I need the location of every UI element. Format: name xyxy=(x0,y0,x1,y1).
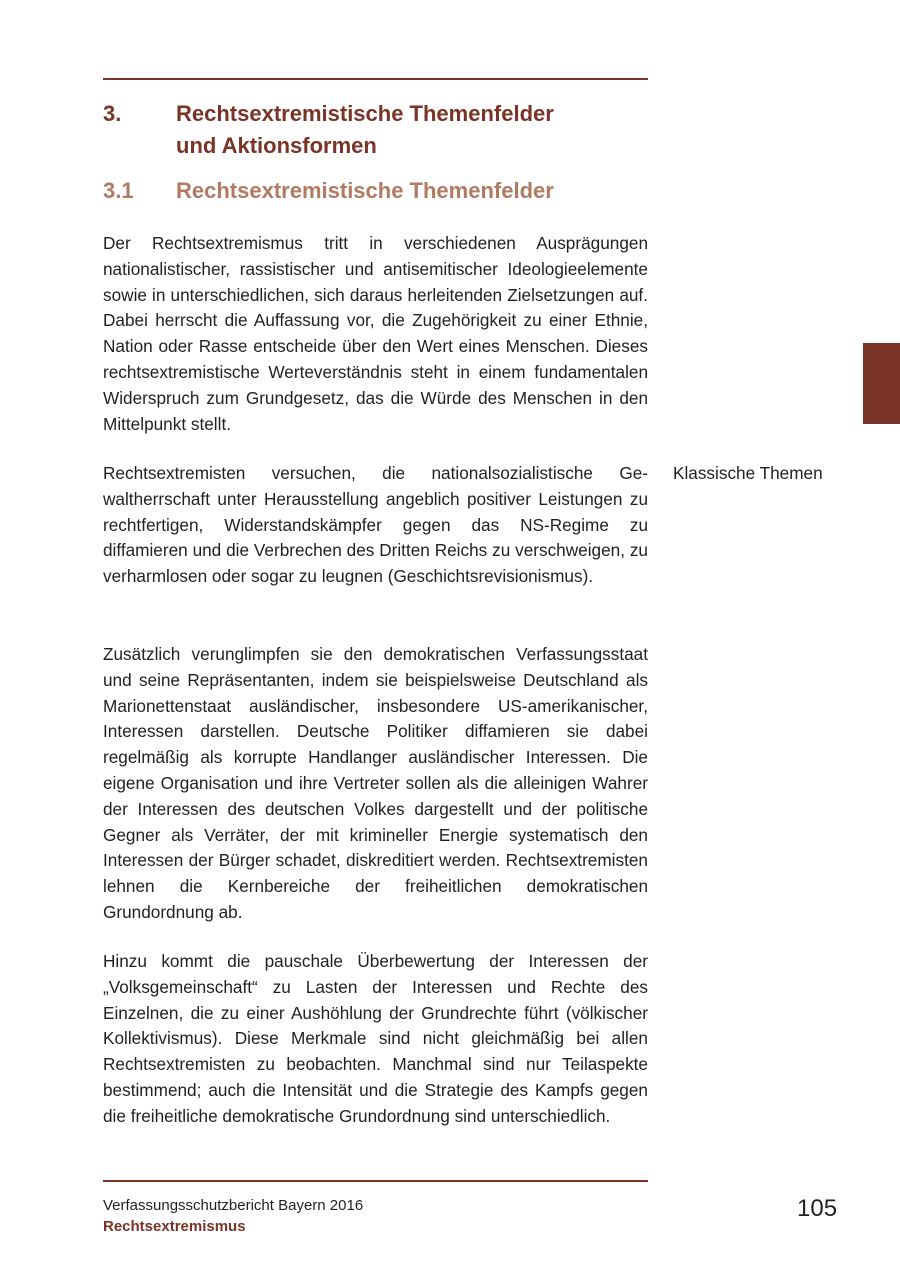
footer-section: Rechtsextremismus xyxy=(103,1218,246,1235)
section-title: Rechtsextremistische Themenfelder xyxy=(176,178,554,203)
paragraph-text: Rechtsextremisten versuchen, die nationalsozialistische Gewaltherrschaft unter Herausstellung angeblich positiver Leistungen zu rechtfertigen, Widerstandskämpfer gegen das NS-Regime zu diffamieren und die Verbrechen des Dritten Reichs zu verschweigen, zu verharmlosen oder sogar zu leugnen (Geschichtsrevisionismus). xyxy=(103,463,648,587)
paragraph-2 xyxy=(103,461,648,590)
paragraph-4 xyxy=(103,949,648,1130)
top-rule xyxy=(103,78,648,80)
chapter-tab-marker xyxy=(863,343,900,424)
chapter-title-line2: und Aktionsformen xyxy=(176,133,377,158)
marginal-note: Klassische Themen xyxy=(673,463,823,483)
bottom-rule xyxy=(103,1180,648,1182)
chapter-number: 3. xyxy=(103,101,122,126)
paragraph-text: Der Rechtsextremismus tritt in verschiedenen Ausprägungen nationalistischer, rassistischer und antisemitischer Ideologieelemente sowie in unterschiedlichen, sich daraus herleitenden Zielsetzungen auf. Dabei herrscht die Auffassung vor, die Zugehörigkeit zu einer Ethnie, Nation oder Rasse entscheide über den Wert eines Menschen. Dieses rechtsextremistische Werteverständnis steht in einem fundamentalen Widerspruch zum Grundgesetz, das die Würde des Menschen in den Mittelpunkt stellt. xyxy=(103,233,648,434)
chapter-title-line1: Rechtsextremistische Themenfelder xyxy=(176,101,554,126)
paragraph-3 xyxy=(103,642,648,926)
page-number: 105 xyxy=(797,1195,838,1222)
chapter-title xyxy=(176,98,646,162)
paragraph-1 xyxy=(103,231,648,437)
section-number: 3.1 xyxy=(103,178,134,203)
footer-publication: Verfassungsschutzbericht Bayern 2016 xyxy=(103,1197,364,1214)
paragraph-text: Hinzu kommt die pauschale Überbewertung der Interessen der „Volksgemeinschaft“ zu Lasten der Interessen und Rechte des Einzelnen, die zu einer Aushöhlung der Grundrechte führt (völkischer Kollektivismus). Diese Merkmale sind nicht gleichmäßig bei allen Rechtsextremisten zu beobachten. Manchmal sind nur Teilaspekte bestimmend; auch die Intensität und die Strategie des Kampfs gegen die freiheitliche demokratische Grundordnung sind unterschiedlich. xyxy=(103,951,648,1126)
paragraph-text: Zusätzlich verunglimpfen sie den demokratischen Verfassungsstaat und seine Repräsentanten, indem sie beispielsweise Deutschland als Marionettenstaat ausländischer, insbesondere US-amerikanischer, Interessen darstellen. Deutsche Politiker diffamieren sie dabei regelmäßig als korrupte Handlanger ausländischer Interessen. Die eigene Organisation und ihre Vertreter sollen als die alleinigen Wahrer der Interessen des deutschen Volkes dargestellt und der politische Gegner als Verräter, der mit krimineller Energie systematisch den Interessen der Bürger schadet, diskreditiert werden. Rechtsextremisten lehnen die Kernbereiche der freiheitlichen demokratischen Grundordnung ab. xyxy=(103,644,648,922)
